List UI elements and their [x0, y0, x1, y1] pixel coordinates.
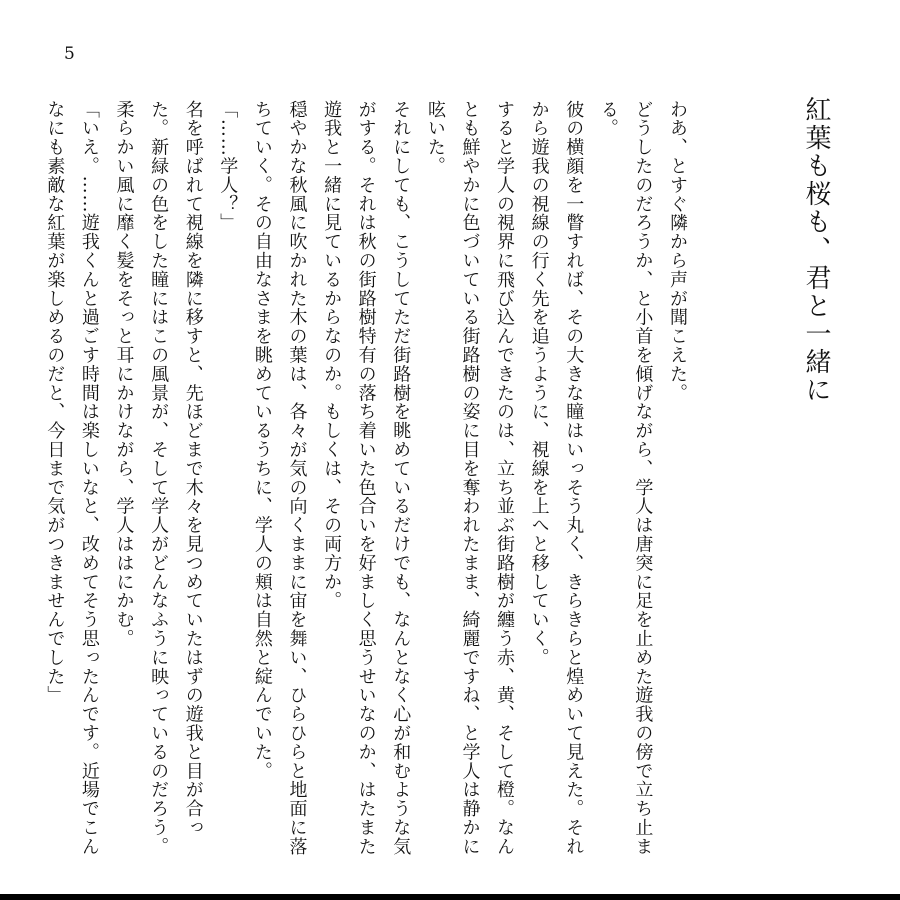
paragraph: 彼の横顔を一瞥すれば、その大きな瞳はいっそう丸く、きらきらと煌めいて見えた。それから遊我の視線の行く先を追うように、視線を上へと移していく。	[528, 100, 585, 856]
chapter-title: 紅葉も桜も、君と一緒に	[801, 96, 831, 404]
dialogue-line: 「いえ。……遊我くんと過ごす時間は楽しいなと、改めてそう思ったんです。近場でこんなにも素敵な紅葉が楽しめるのだと、今日まで気がつきませんでした」	[44, 100, 100, 856]
paragraph: どうしたのだろうか、と小首を傾げながら、学人は唐突に足を止めた遊我の傍で立ち止まる。	[597, 100, 654, 856]
paragraph: 名を呼ばれて視線を隣に移すと、先ほどまで木々を見つめていたはずの遊我と目が合った。新緑の色をした瞳にはこの風景が、そして学人がどんなふうに映っているのだろう。柔らかい風に靡く髪をそっと耳にかけながら、学人ははにかむ。	[113, 100, 204, 856]
paragraph: すると学人の視界に飛び込んできたのは、立ち並ぶ街路樹が纏う赤、黄、そして橙。なんとも鮮やかに色づいている街路樹の姿に目を奪われたまま、綺麗ですね、と学人は静かに呟いた。	[424, 100, 516, 856]
paragraph: それにしても、こうしてただ街路樹を眺めているだけでも、なんとなく心が和むような気がする。それは秋の街路樹特有の落ち着いた色合いを好ましく思うせいなのか、はたまた遊我と一緒に見ているからなのか。もしくは、その両方か。	[321, 100, 412, 856]
body-text	[44, 100, 694, 860]
paragraph: わあ、とすぐ隣から声が聞こえた。	[667, 100, 688, 403]
page-number: 5	[64, 44, 75, 64]
dialogue-line: 「……学人？」	[217, 100, 239, 233]
paragraph: 穏やかな秋風に吹かれた木の葉は、各々が気の向くままに宙を舞い、ひらひらと地面に落ちていく。その自由なさまを眺めているうちに、学人の頬は自然と綻んでいた。	[251, 100, 308, 856]
bottom-rule	[0, 894, 900, 900]
